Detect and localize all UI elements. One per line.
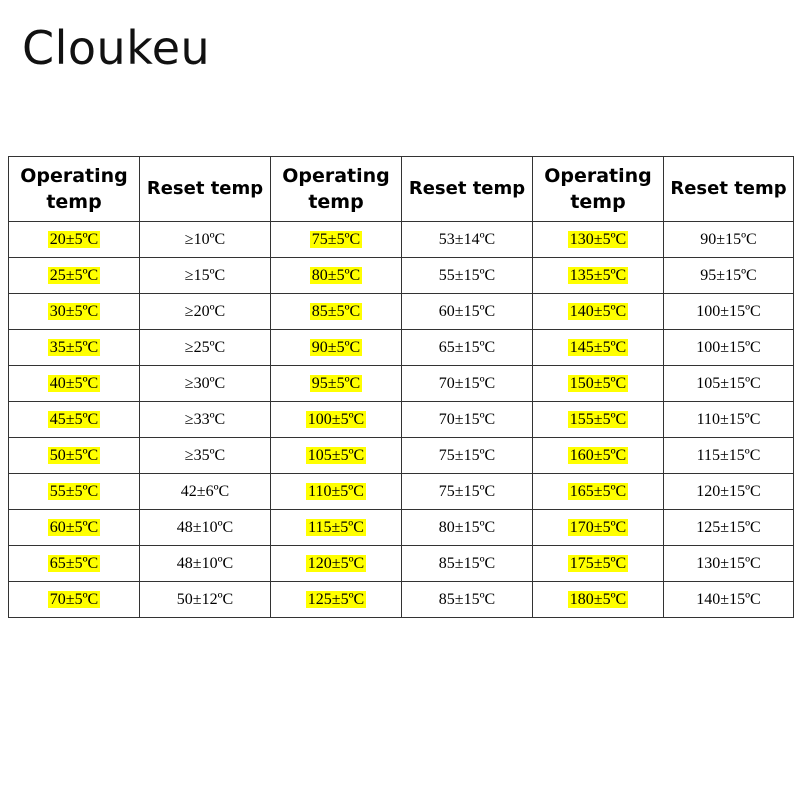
reset-temp-cell: 55±15ºC xyxy=(402,258,533,294)
operating-temp-cell xyxy=(533,438,664,474)
operating-temp-value: 85±5ºC xyxy=(311,302,361,320)
table-row xyxy=(9,402,794,438)
operating-temp-cell xyxy=(533,330,664,366)
table-row xyxy=(9,258,794,294)
header-reset-temp: Reset temp xyxy=(402,157,533,222)
reset-temp-cell: 60±15ºC xyxy=(402,294,533,330)
reset-temp-cell: 105±15ºC xyxy=(664,366,794,402)
header-operating-temp: Operating temp xyxy=(271,157,402,222)
operating-temp-value: 155±5ºC xyxy=(569,410,627,428)
reset-temp-cell: 120±15ºC xyxy=(664,474,794,510)
reset-temp-cell: 48±10ºC xyxy=(140,510,271,546)
operating-temp-value: 55±5ºC xyxy=(49,482,99,500)
reset-temp-cell: 95±15ºC xyxy=(664,258,794,294)
operating-temp-cell xyxy=(533,258,664,294)
reset-temp-cell: 65±15ºC xyxy=(402,330,533,366)
operating-temp-value: 95±5ºC xyxy=(311,374,361,392)
reset-temp-cell: ≥15ºC xyxy=(140,258,271,294)
operating-temp-value: 100±5ºC xyxy=(307,410,365,428)
reset-temp-cell: 75±15ºC xyxy=(402,474,533,510)
reset-temp-cell: 115±15ºC xyxy=(664,438,794,474)
table-row xyxy=(9,474,794,510)
reset-temp-cell: 70±15ºC xyxy=(402,402,533,438)
operating-temp-value: 20±5ºC xyxy=(49,230,99,248)
table-row xyxy=(9,438,794,474)
reset-temp-cell: 75±15ºC xyxy=(402,438,533,474)
operating-temp-value: 130±5ºC xyxy=(569,230,627,248)
operating-temp-cell xyxy=(9,366,140,402)
reset-temp-cell: 85±15ºC xyxy=(402,582,533,618)
operating-temp-value: 160±5ºC xyxy=(569,446,627,464)
operating-temp-cell xyxy=(9,546,140,582)
operating-temp-cell xyxy=(9,258,140,294)
operating-temp-cell xyxy=(533,474,664,510)
table-row xyxy=(9,366,794,402)
operating-temp-cell xyxy=(271,438,402,474)
reset-temp-cell: 53±14ºC xyxy=(402,222,533,258)
operating-temp-value: 105±5ºC xyxy=(307,446,365,464)
operating-temp-cell xyxy=(533,294,664,330)
operating-temp-cell xyxy=(271,510,402,546)
operating-temp-cell xyxy=(533,366,664,402)
operating-temp-value: 60±5ºC xyxy=(49,518,99,536)
operating-temp-value: 65±5ºC xyxy=(49,554,99,572)
operating-temp-cell xyxy=(271,366,402,402)
operating-temp-value: 25±5ºC xyxy=(49,266,99,284)
operating-temp-cell xyxy=(271,258,402,294)
reset-temp-cell: ≥30ºC xyxy=(140,366,271,402)
operating-temp-value: 50±5ºC xyxy=(49,446,99,464)
reset-temp-cell: 100±15ºC xyxy=(664,330,794,366)
reset-temp-cell: 90±15ºC xyxy=(664,222,794,258)
operating-temp-cell xyxy=(9,510,140,546)
operating-temp-cell xyxy=(533,402,664,438)
reset-temp-cell: ≥35ºC xyxy=(140,438,271,474)
reset-temp-cell: 70±15ºC xyxy=(402,366,533,402)
table-row xyxy=(9,546,794,582)
header-operating-temp: Operating temp xyxy=(533,157,664,222)
table-row xyxy=(9,294,794,330)
operating-temp-cell xyxy=(533,222,664,258)
table-row xyxy=(9,330,794,366)
operating-temp-value: 70±5ºC xyxy=(49,590,99,608)
reset-temp-cell: 42±6ºC xyxy=(140,474,271,510)
operating-temp-cell xyxy=(9,222,140,258)
operating-temp-cell xyxy=(271,294,402,330)
operating-temp-value: 80±5ºC xyxy=(311,266,361,284)
operating-temp-value: 180±5ºC xyxy=(569,590,627,608)
operating-temp-cell xyxy=(271,402,402,438)
operating-temp-cell xyxy=(271,546,402,582)
table-body xyxy=(9,222,794,618)
operating-temp-value: 45±5ºC xyxy=(49,410,99,428)
table-row xyxy=(9,222,794,258)
operating-temp-cell xyxy=(271,582,402,618)
operating-temp-cell xyxy=(9,474,140,510)
operating-temp-cell xyxy=(9,330,140,366)
reset-temp-cell: 85±15ºC xyxy=(402,546,533,582)
operating-temp-value: 110±5ºC xyxy=(308,482,364,500)
operating-temp-value: 125±5ºC xyxy=(307,590,365,608)
reset-temp-cell: ≥20ºC xyxy=(140,294,271,330)
header-row xyxy=(9,157,794,222)
reset-temp-cell: 125±15ºC xyxy=(664,510,794,546)
reset-temp-cell: 50±12ºC xyxy=(140,582,271,618)
table-row xyxy=(9,582,794,618)
operating-temp-cell xyxy=(533,582,664,618)
reset-temp-cell: 80±15ºC xyxy=(402,510,533,546)
reset-temp-cell: 100±15ºC xyxy=(664,294,794,330)
operating-temp-cell xyxy=(271,222,402,258)
operating-temp-cell xyxy=(271,330,402,366)
operating-temp-cell xyxy=(9,294,140,330)
operating-temp-value: 75±5ºC xyxy=(311,230,361,248)
brand-logo-text: Cloukeu xyxy=(22,21,211,75)
reset-temp-cell: 48±10ºC xyxy=(140,546,271,582)
reset-temp-cell: ≥25ºC xyxy=(140,330,271,366)
operating-temp-cell xyxy=(533,546,664,582)
operating-temp-cell xyxy=(271,474,402,510)
header-operating-temp: Operating temp xyxy=(9,157,140,222)
operating-temp-value: 120±5ºC xyxy=(307,554,365,572)
reset-temp-cell: 140±15ºC xyxy=(664,582,794,618)
table-row xyxy=(9,510,794,546)
operating-temp-value: 30±5ºC xyxy=(49,302,99,320)
operating-temp-value: 135±5ºC xyxy=(569,266,627,284)
operating-temp-cell xyxy=(9,438,140,474)
operating-temp-value: 140±5ºC xyxy=(569,302,627,320)
operating-temp-cell xyxy=(9,582,140,618)
operating-temp-value: 115±5ºC xyxy=(308,518,364,536)
reset-temp-cell: ≥10ºC xyxy=(140,222,271,258)
operating-temp-value: 40±5ºC xyxy=(49,374,99,392)
header-reset-temp: Reset temp xyxy=(664,157,794,222)
temperature-table xyxy=(8,156,794,618)
operating-temp-value: 35±5ºC xyxy=(49,338,99,356)
operating-temp-value: 145±5ºC xyxy=(569,338,627,356)
operating-temp-value: 90±5ºC xyxy=(311,338,361,356)
operating-temp-value: 170±5ºC xyxy=(569,518,627,536)
reset-temp-cell: 130±15ºC xyxy=(664,546,794,582)
operating-temp-value: 150±5ºC xyxy=(569,374,627,392)
reset-temp-cell: 110±15ºC xyxy=(664,402,794,438)
header-reset-temp: Reset temp xyxy=(140,157,271,222)
operating-temp-cell xyxy=(533,510,664,546)
operating-temp-value: 165±5ºC xyxy=(569,482,627,500)
operating-temp-value: 175±5ºC xyxy=(569,554,627,572)
operating-temp-cell xyxy=(9,402,140,438)
reset-temp-cell: ≥33ºC xyxy=(140,402,271,438)
